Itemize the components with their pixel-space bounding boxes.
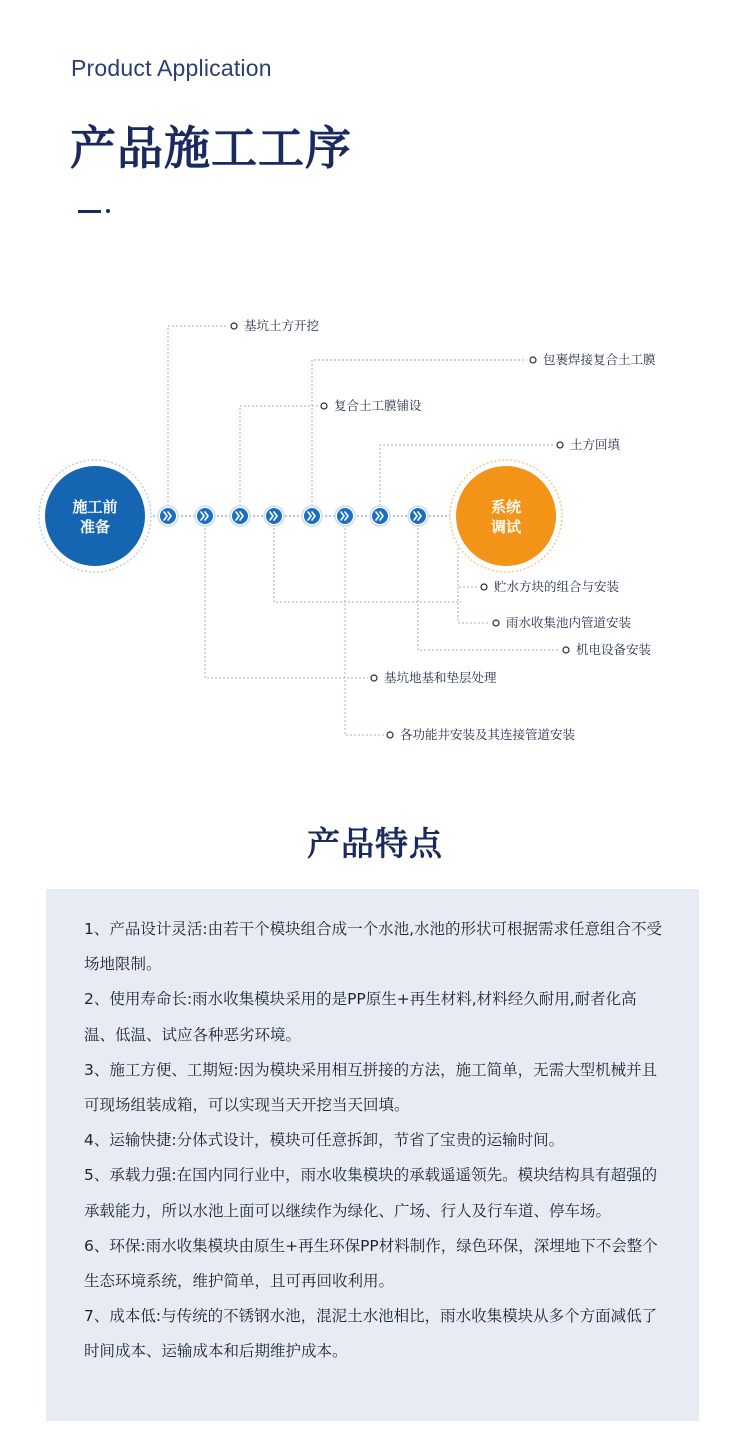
step-label-lower-4: 基坑地基和垫层处理 bbox=[384, 670, 497, 685]
flow-arrow-node-icon bbox=[158, 506, 178, 526]
flow-arrow-node-icon bbox=[264, 506, 284, 526]
feature-item: 7、成本低:与传统的不锈钢水池，混泥土水池相比，雨水收集模块从多个方面减低了时间成本、运输成本和后期维护成本。 bbox=[84, 1307, 658, 1361]
start-node bbox=[39, 460, 151, 572]
end-label-line1: 系统 bbox=[490, 498, 522, 516]
step-label-lower-5: 各功能井安装及其连接管道安装 bbox=[400, 727, 576, 742]
flow-arrow-node-icon bbox=[230, 506, 250, 526]
feature-item: 2、使用寿命长:雨水收集模块采用的是PP原生+再生材料,材料经久耐用,耐者化高温、低温、试应各种恶劣环境。 bbox=[84, 990, 637, 1044]
step-label-lower-2: 雨水收集池内管道安装 bbox=[506, 615, 632, 630]
flow-arrow-node-icon bbox=[408, 506, 428, 526]
step-label-upper-2: 包裹焊接复合土工膜 bbox=[543, 352, 656, 367]
title-underline bbox=[78, 210, 101, 213]
feature-item: 5、承载力强:在国内同行业中，雨水收集模块的承载遥遥领先。模块结构具有超强的承载能力，所以水池上面可以继续作为绿化、广场、行人及行车道、停车场。 bbox=[84, 1166, 658, 1220]
flow-arrow-node-icon bbox=[302, 506, 322, 526]
feature-item: 1、产品设计灵活:由若干个模块组合成一个水池,水池的形状可根据需求任意组合不受场地限制。 bbox=[84, 920, 663, 974]
section-title-cn: 产品施工工序 bbox=[70, 121, 352, 175]
end-label-line2: 调试 bbox=[490, 518, 522, 536]
step-label-upper-4: 土方回填 bbox=[570, 437, 621, 452]
upper-step-labels bbox=[231, 318, 656, 452]
step-label-lower-3: 机电设备安装 bbox=[576, 642, 652, 657]
features-title: 产品特点 bbox=[307, 824, 443, 863]
construction-process-diagram bbox=[0, 290, 750, 770]
feature-item: 6、环保:雨水收集模块由原生+再生环保PP材料制作，绿色环保，深埋地下不会整个生态环境系统，维护简单，且可再回收利用。 bbox=[84, 1236, 658, 1291]
start-label-line1: 施工前 bbox=[72, 498, 118, 516]
step-label-upper-3: 复合土工膜铺设 bbox=[334, 398, 422, 413]
lower-step-labels bbox=[371, 579, 652, 742]
feature-item: 3、施工方便、工期短:因为模块采用相互拼接的方法，施工简单，无需大型机械并且可现场组装成箱，可以实现当天开挖当天回填。 bbox=[84, 1060, 658, 1115]
step-label-upper-1: 基坑土方开挖 bbox=[244, 318, 320, 333]
end-node bbox=[450, 460, 562, 572]
start-label-line2: 准备 bbox=[79, 518, 111, 536]
flow-arrow-node-icon bbox=[370, 506, 390, 526]
step-label-lower-1: 贮水方块的组合与安装 bbox=[494, 579, 620, 594]
section-subtitle-en: Product Application bbox=[71, 55, 272, 81]
features-list bbox=[84, 912, 664, 1370]
flow-arrow-node-icon bbox=[195, 506, 215, 526]
feature-item: 4、运输快捷:分体式设计，模块可任意拆卸，节省了宝贵的运输时间。 bbox=[84, 1131, 565, 1150]
flow-arrow-node-icon bbox=[335, 506, 355, 526]
title-underline-dot bbox=[106, 209, 110, 213]
